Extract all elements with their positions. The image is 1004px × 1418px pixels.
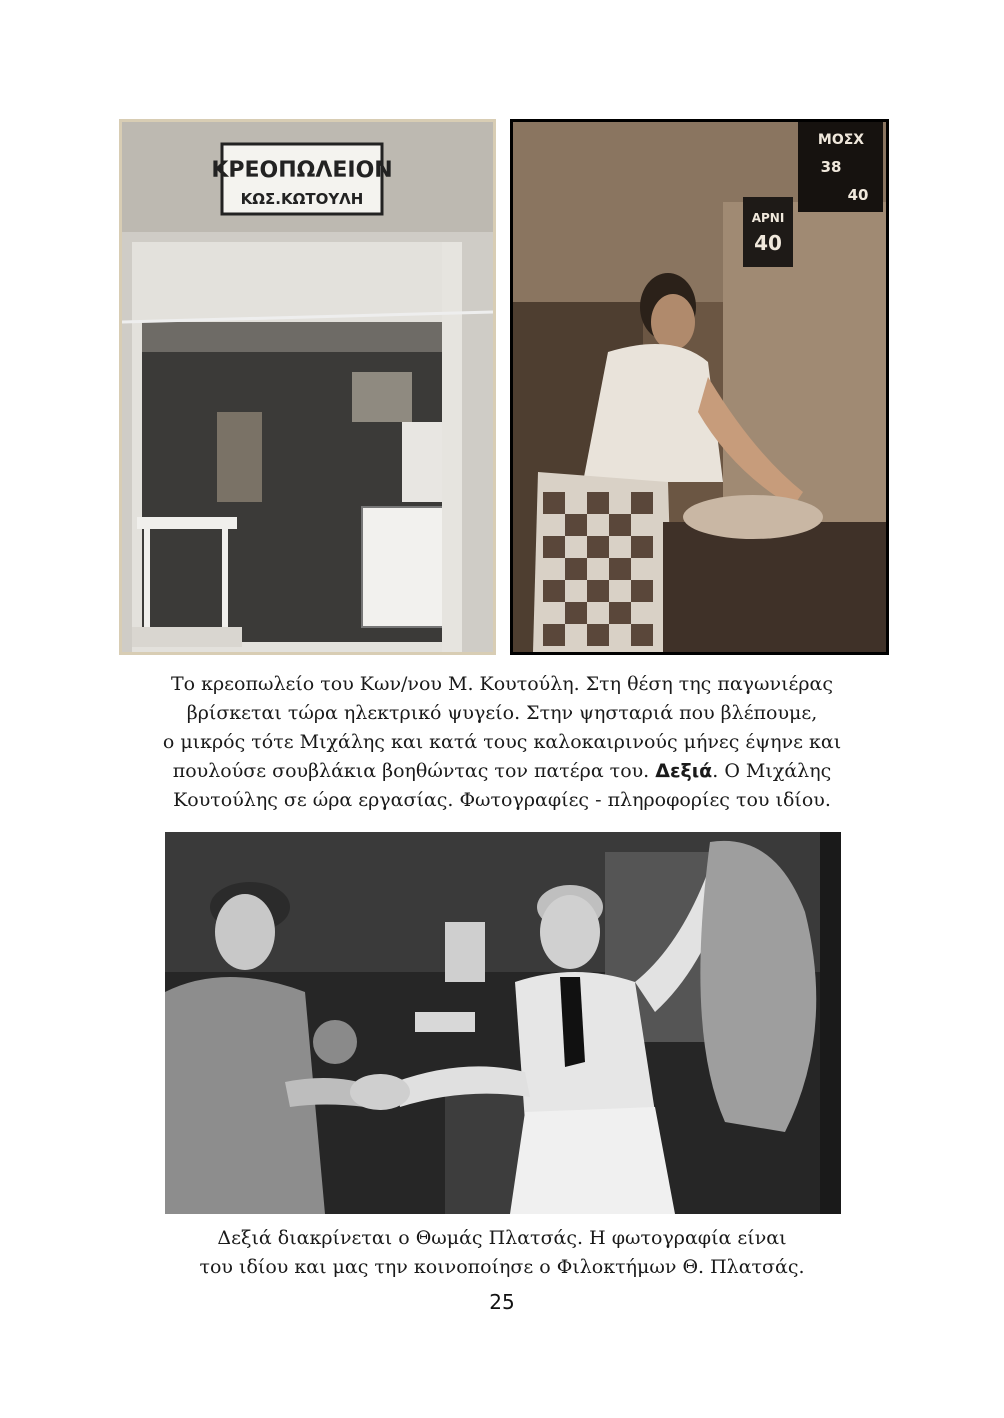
price-sign-veal-label: ΜΟΣΧ bbox=[817, 132, 865, 148]
caption-top-line-1: Το κρεοπωλείο του Κων/νου Μ. Κουτούλη. Στη θέση της παγωνιέρας bbox=[170, 673, 834, 695]
photo-butcher-at-work bbox=[510, 119, 889, 655]
shop-sign-title: ΚΡΕΟΠΩΛΕΙΟΝ bbox=[211, 158, 393, 183]
caption-top bbox=[90, 670, 914, 815]
price-sign-lamb-label: ΑΡΝΙ bbox=[751, 211, 785, 225]
price-sign-veal-price2: 40 bbox=[847, 186, 869, 204]
price-sign-veal-price1: 38 bbox=[820, 158, 842, 176]
caption-bottom-line-2: του ιδίου και μας την κοινοποίησε ο Φιλοκτήμων Θ. Πλατσάς. bbox=[199, 1256, 805, 1278]
caption-top-line-4 bbox=[90, 757, 914, 786]
caption-bottom-line-1: Δεξιά διακρίνεται ο Θωμάς Πλατσάς. Η φωτογραφία είναι bbox=[217, 1227, 787, 1249]
shop-sign-owner: ΚΩΣ.ΚΩΤΟΥΛΗ bbox=[240, 190, 364, 208]
caption-top-line-4-end: . Ο Μιχάλης bbox=[712, 760, 832, 782]
caption-top-line-2: βρίσκεται τώρα ηλεκτρικό ψυγείο. Στην ψησταριά που βλέπουμε, bbox=[186, 702, 818, 724]
caption-top-line-4-start: πουλούσε σουβλάκια βοηθώντας τον πατέρα του. bbox=[172, 760, 656, 782]
price-sign-lamb-price: 40 bbox=[754, 231, 782, 255]
caption-top-line-4-bold: Δεξιά bbox=[655, 760, 713, 782]
photo-butcher-shop-front bbox=[119, 119, 496, 655]
page-number: 25 bbox=[489, 1290, 515, 1314]
caption-bottom bbox=[90, 1224, 914, 1282]
caption-top-line-5: Κουτούλης σε ώρα εργασίας. Φωτογραφίες - πληροφορίες του ιδίου. bbox=[173, 789, 831, 811]
photo-handshake bbox=[165, 832, 841, 1214]
caption-top-line-3: ο μικρός τότε Μιχάλης και κατά τους καλοκαιρινούς μήνες έψηνε και bbox=[162, 731, 842, 753]
